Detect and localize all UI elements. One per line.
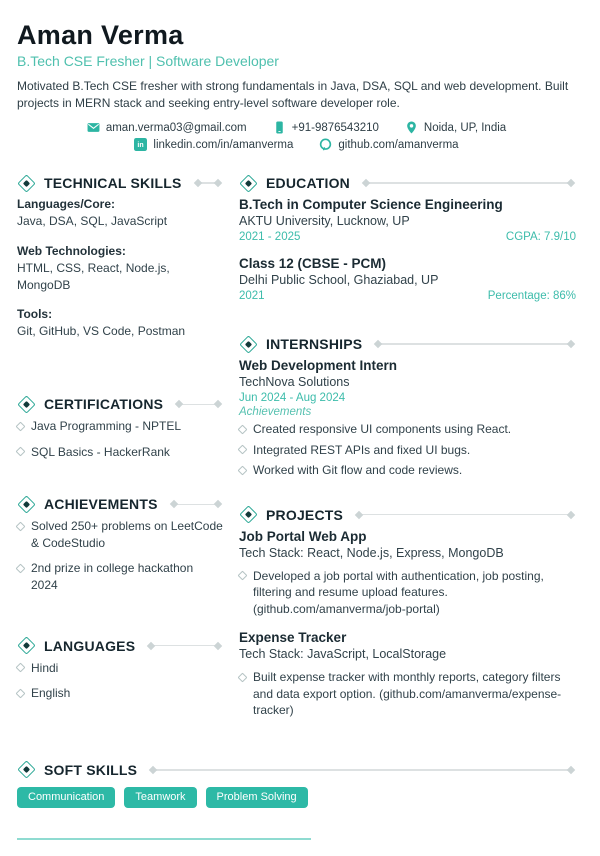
section-title: CERTIFICATIONS [44, 396, 164, 413]
section-title: PROJECTS [266, 506, 344, 523]
skill-group-label: Tools: [17, 307, 53, 322]
diamond-bullet-icon [16, 688, 26, 698]
contact-location-text: Noida, UP, India [423, 121, 507, 134]
section-diamond-icon [17, 395, 35, 413]
institution-name: AKTU University, Lucknow, UP [239, 214, 410, 229]
phone-icon [273, 121, 286, 134]
section-title: TECHNICAL SKILLS [44, 175, 182, 192]
achievements-label: Achievements [239, 406, 312, 419]
certifications-header [17, 396, 223, 412]
project-entry [239, 529, 576, 618]
education-header [239, 175, 576, 191]
list-item [17, 660, 223, 677]
skill-group-value: Git, GitHub, VS Code, Postman [17, 324, 186, 339]
section-title: LANGUAGES [44, 637, 136, 654]
section-title: EDUCATION [266, 175, 350, 192]
degree-title: B.Tech in Computer Science Engineering [239, 197, 503, 213]
list-item [17, 444, 223, 461]
language-text: Hindi [31, 660, 59, 675]
section-diamond-icon [239, 506, 257, 524]
section-rule [364, 182, 571, 184]
skill-badge: Communication [17, 787, 115, 808]
diamond-bullet-icon [238, 571, 248, 581]
contact-email[interactable] [87, 121, 247, 134]
section-title: INTERNSHIPS [266, 336, 363, 353]
skill-group [17, 197, 223, 230]
location-icon [405, 121, 418, 134]
skill-badge: Teamwork [124, 787, 196, 808]
contact-linkedin-text: linkedin.com/in/amanverma [153, 138, 294, 151]
linkedin-icon [134, 138, 147, 151]
section-certifications [17, 396, 223, 460]
section-title: SOFT SKILLS [44, 761, 138, 778]
list-item [239, 568, 576, 618]
section-achievements [17, 496, 223, 593]
list-item [239, 421, 576, 438]
diamond-bullet-icon [16, 563, 26, 573]
education-score: CGPA: 7.9/10 [505, 231, 576, 244]
section-technical-skills [17, 175, 223, 340]
page-title: Aman Verma [17, 20, 184, 50]
diamond-bullet-icon [16, 421, 26, 431]
list-item [17, 560, 223, 593]
section-rule [196, 182, 219, 184]
resume-header [17, 20, 576, 151]
education-period: 2021 - 2025 [239, 231, 301, 244]
section-diamond-icon [17, 495, 35, 513]
list-item [17, 418, 223, 435]
section-projects [239, 507, 576, 719]
languages-header [17, 638, 223, 654]
internship-period: Jun 2024 - Aug 2024 [239, 392, 346, 405]
project-entry [239, 630, 576, 719]
contact-github[interactable] [319, 138, 458, 151]
soft-skills-header [17, 762, 576, 778]
diamond-bullet-icon [238, 445, 248, 455]
section-diamond-icon [239, 174, 257, 192]
project-bullet-text: Built expense tracker with monthly reports, category filters and data export option. (github.com/amanverma/expense-tracker) [253, 670, 562, 718]
skill-group-label: Web Technologies: [17, 243, 126, 258]
education-entry [239, 197, 576, 243]
diamond-bullet-icon [238, 424, 248, 434]
technical-skills-header [17, 175, 223, 191]
github-icon [319, 138, 332, 151]
section-rule [172, 504, 218, 506]
summary-text: Motivated B.Tech CSE fresher with strong fundamentals in Java, DSA, SQL and web development. Built projects in MERN stack and seeking entry-level software developer role. [17, 79, 569, 111]
diamond-bullet-icon [16, 447, 26, 457]
email-icon [87, 121, 100, 134]
project-stack: Tech Stack: React, Node.js, Express, MongoDB [239, 545, 504, 560]
job-title-subtitle: B.Tech CSE Fresher | Software Developer [17, 53, 279, 69]
left-column [17, 175, 223, 732]
language-text: English [31, 686, 71, 701]
achievement-text: 2nd prize in college hackathon 2024 [31, 561, 194, 592]
list-item [239, 669, 576, 719]
achievements-header [17, 496, 223, 512]
internship-entry [239, 358, 576, 479]
diamond-bullet-icon [16, 663, 26, 673]
section-rule [151, 769, 571, 771]
contact-phone-text: +91-9876543210 [291, 121, 379, 134]
diamond-bullet-icon [16, 521, 26, 531]
section-diamond-icon [239, 335, 257, 353]
section-diamond-icon [17, 636, 35, 654]
institution-name: Delhi Public School, Ghaziabad, UP [239, 273, 439, 288]
contact-github-text: github.com/amanverma [338, 138, 459, 151]
project-name: Job Portal Web App [239, 528, 367, 544]
section-diamond-icon [17, 761, 35, 779]
contact-location [405, 121, 506, 134]
degree-title: Class 12 (CBSE - PCM) [239, 256, 387, 272]
education-entry [239, 256, 576, 302]
page-bottom-accent-rule [17, 838, 311, 840]
internship-role: Web Development Intern [239, 358, 398, 374]
internship-company: TechNova Solutions [239, 375, 350, 390]
internships-header [239, 336, 576, 352]
contact-linkedin[interactable] [134, 138, 293, 151]
section-languages [17, 638, 223, 702]
section-diamond-icon [17, 174, 35, 192]
right-column [239, 175, 576, 732]
education-period: 2021 [239, 290, 265, 303]
section-rule [376, 343, 571, 345]
education-score: Percentage: 86% [487, 290, 576, 303]
skill-group-value: HTML, CSS, React, Node.js, MongoDB [17, 260, 170, 292]
list-item [239, 462, 576, 479]
internship-bullet-text: Integrated REST APIs and fixed UI bugs. [253, 442, 471, 457]
skill-group-value: Java, DSA, SQL, JavaScript [17, 214, 168, 229]
diamond-bullet-icon [238, 672, 248, 682]
skill-group [17, 244, 223, 294]
certification-text: Java Programming - NPTEL [31, 419, 182, 434]
achievement-text: Solved 250+ problems on LeetCode & CodeStudio [31, 519, 223, 550]
project-bullet-text: Developed a job portal with authentication, job posting, filtering and resume upload features. (github.com/amanverma/job-portal) [253, 568, 544, 616]
projects-header [239, 507, 576, 523]
list-item [239, 442, 576, 459]
section-rule [357, 514, 571, 516]
section-internships [239, 336, 576, 479]
skill-group [17, 307, 223, 340]
soft-skill-badges [17, 787, 576, 808]
list-item [17, 518, 223, 551]
section-rule [177, 404, 218, 406]
section-education [239, 175, 576, 302]
section-title: ACHIEVEMENTS [44, 496, 158, 513]
svg-text:in: in [137, 142, 145, 150]
list-item [17, 685, 223, 702]
skill-group-label: Languages/Core: [17, 197, 116, 212]
internship-bullet-text: Created responsive UI components using React. [253, 422, 512, 437]
project-name: Expense Tracker [239, 630, 347, 646]
main-content [17, 175, 576, 732]
diamond-bullet-icon [238, 465, 248, 475]
section-soft-skills [17, 762, 576, 808]
contact-email-text: aman.verma03@gmail.com [105, 121, 247, 134]
contact-row [17, 121, 576, 151]
contact-phone[interactable] [273, 121, 379, 134]
internship-bullet-text: Worked with Git flow and code reviews. [253, 463, 463, 478]
section-rule [149, 645, 218, 647]
certification-text: SQL Basics - HackerRank [31, 444, 170, 459]
skill-badge: Problem Solving [206, 787, 308, 808]
project-stack: Tech Stack: JavaScript, LocalStorage [239, 647, 447, 662]
